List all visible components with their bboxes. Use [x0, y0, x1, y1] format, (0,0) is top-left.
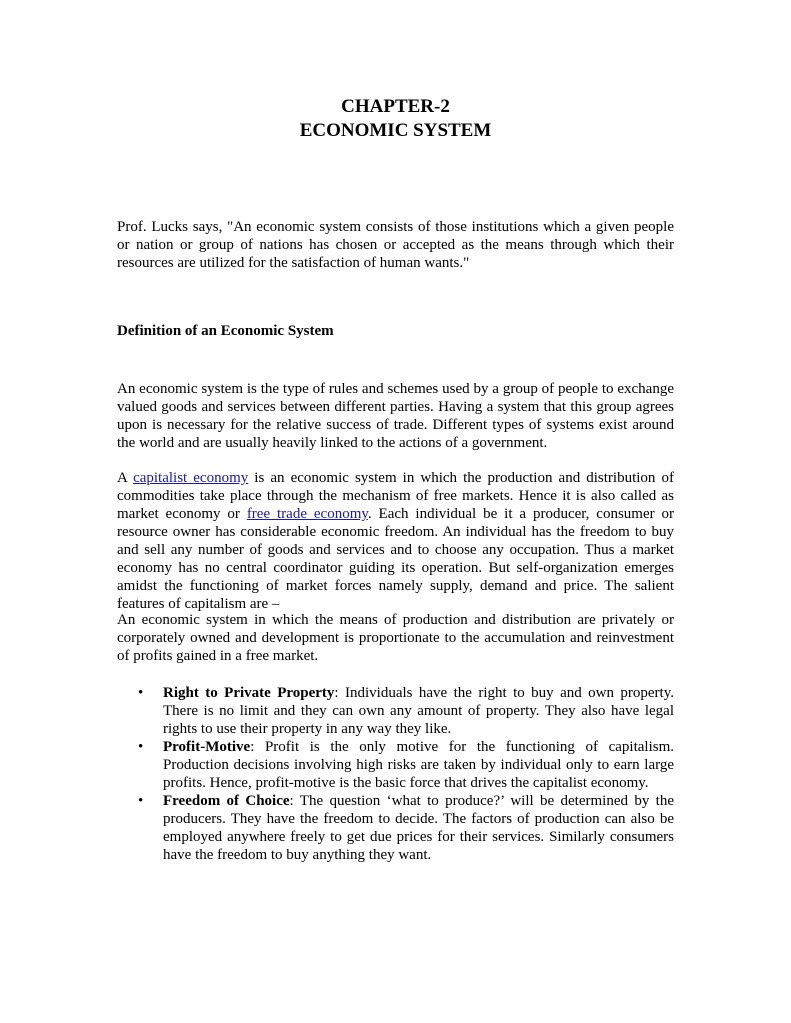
- features-list: [117, 684, 674, 864]
- capitalist-economy-link[interactable]: capitalist economy: [133, 470, 249, 486]
- feature-term: Right to Private Property: [163, 685, 335, 701]
- feature-term: Profit-Motive: [163, 739, 251, 755]
- definition-paragraph: An economic system is the type of rules and schemes used by a group of people to exchange valued goods and services between different parties. Having a system that this group agrees upon is necessary for the relative success of trade. Different types of systems exist around the world and are usually heavily linked to the actions of a government.: [117, 381, 674, 451]
- list-item: [117, 738, 674, 792]
- chapter-heading: [0, 95, 791, 143]
- list-item: [117, 792, 674, 864]
- section-heading: Definition of an Economic System: [117, 323, 334, 339]
- capitalism-definition-paragraph: An economic system in which the means of production and distribution are privately or corporately owned and development is proportionate to the accumulation and reinvestment of profits gained in a free market.: [117, 612, 674, 664]
- free-trade-economy-link[interactable]: free trade economy: [246, 506, 368, 522]
- capitalism-text-part2: is an economic system in which the production and distribution of commodities take place through the mechanism of free markets. Hence it is also called as market economy or: [117, 470, 674, 522]
- bullet-icon: •: [138, 793, 144, 809]
- intro-quote: Prof. Lucks says, "An economic system consists of those institutions which a given people or nation or group of nations has chosen or accepted as the means through which their resources are utilized for the satisfaction of human wants.": [117, 219, 674, 271]
- list-item: [117, 684, 674, 738]
- feature-term: Freedom of Choice: [163, 793, 290, 809]
- feature-text: : Individuals have the right to buy and own property. There is no limit and they can own any amount of property. They also have legal rights to use their property in any way they like.: [163, 685, 674, 737]
- bullet-icon: •: [138, 685, 144, 701]
- capitalism-text-part3: . Each individual be it a producer, consumer or resource owner has considerable economic freedom. An individual has the freedom to buy and sell any number of goods and services and to choose any occupation. Thus a market economy has no central coordinator guiding its operation. But self-organization emerges amidst the functioning of market forces namely supply, demand and price. The salient features of capitalism are –: [117, 506, 674, 612]
- bullet-icon: •: [138, 739, 144, 755]
- chapter-number: CHAPTER-2: [341, 96, 450, 117]
- capitalism-paragraph: [117, 469, 674, 613]
- capitalism-prefix: A: [117, 470, 134, 486]
- feature-text: : Profit is the only motive for the functioning of capitalism. Production decisions involving high risks are taken by individual only to earn large profits. Hence, profit-motive is the basic force that drives the capitalist economy.: [163, 739, 674, 791]
- chapter-title: ECONOMIC SYSTEM: [299, 120, 492, 141]
- feature-text: : The question ‘what to produce?’ will be determined by the producers. They have the freedom to decide. The factors of production can also be employed anywhere freely to get due prices for their services. Similarly consumers have the freedom to buy anything they want.: [163, 793, 674, 863]
